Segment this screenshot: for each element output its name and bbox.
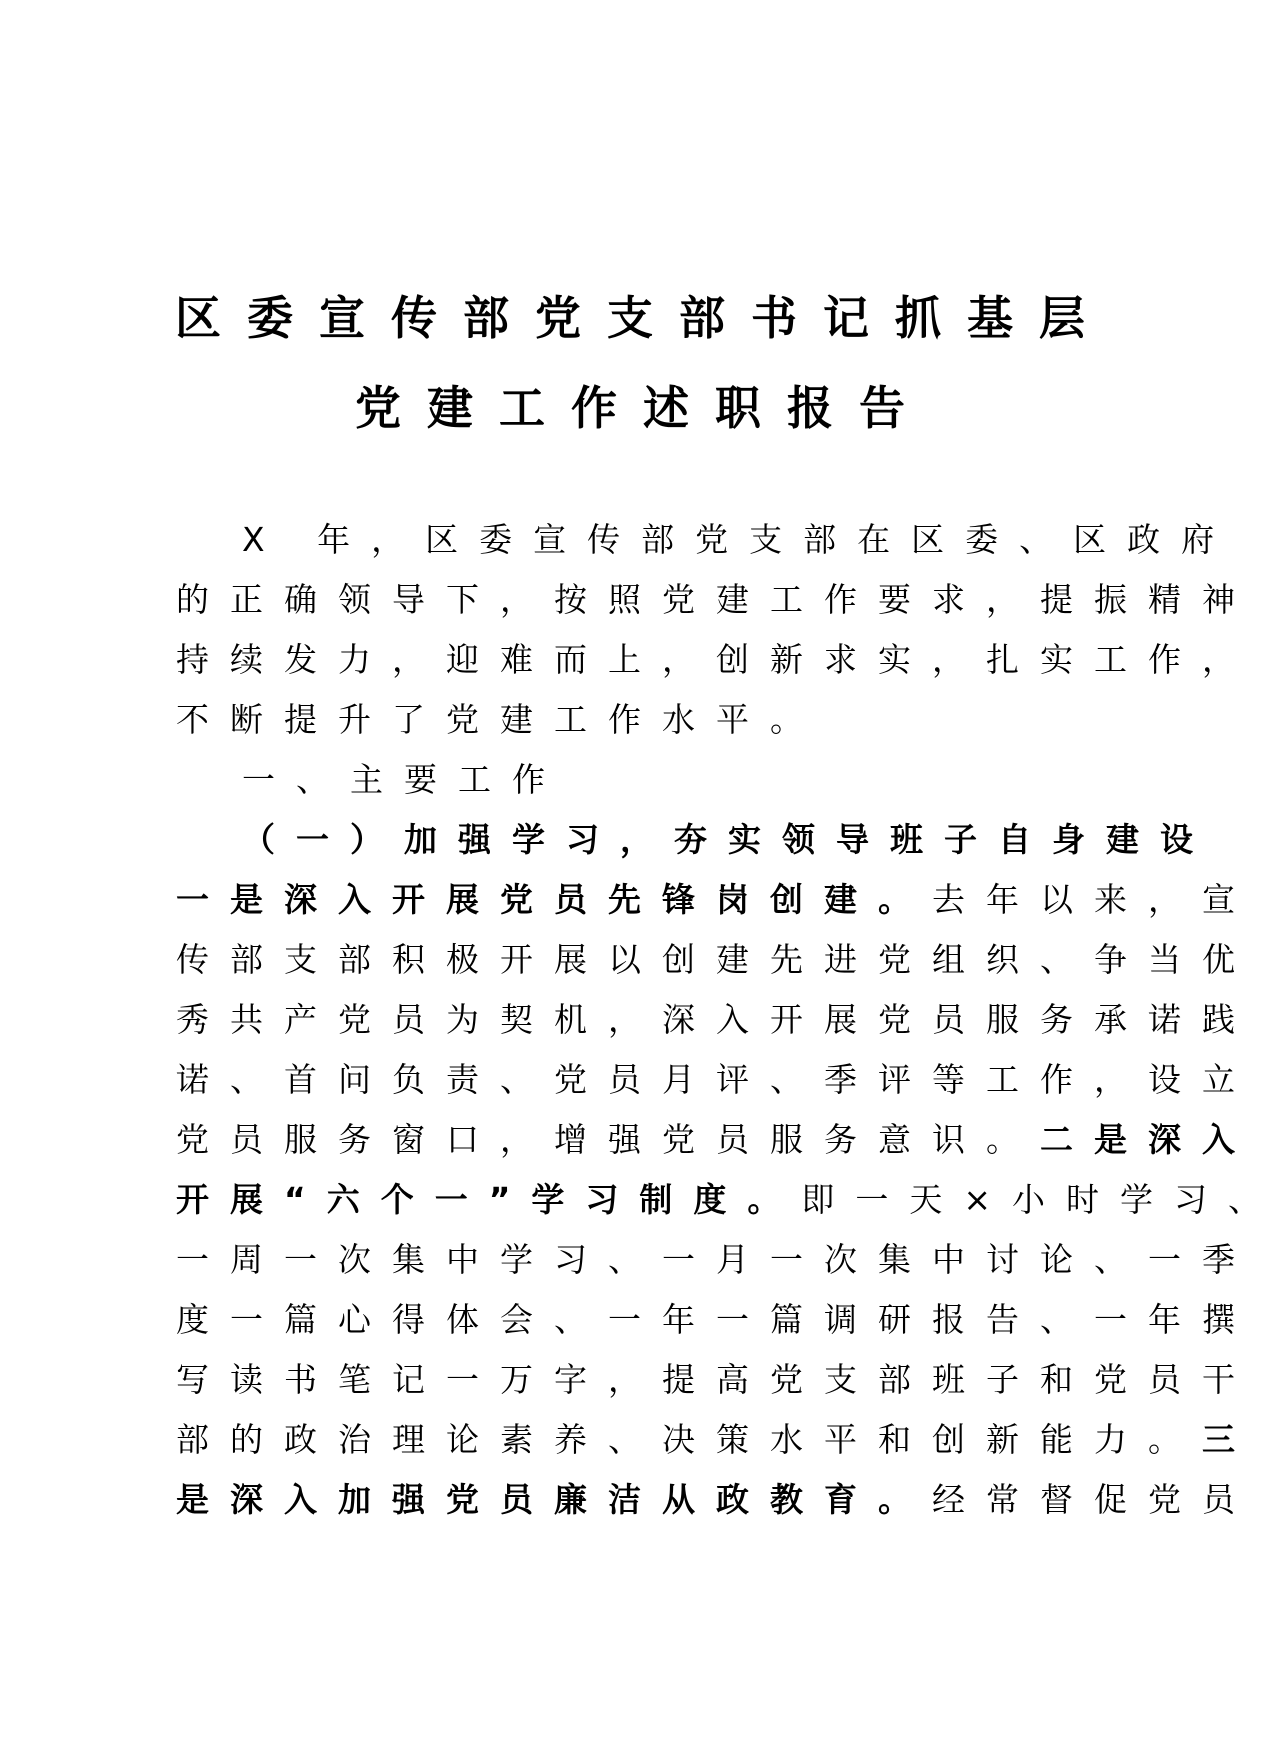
text-segment: X 年，区委宣传部党支部在区委、区政府 xyxy=(242,520,1236,559)
paragraph-line xyxy=(176,990,1256,1050)
text-segment: 党员服务窗口，增强党员服务意识。 xyxy=(176,1120,1040,1159)
text-segment: 即一天×小时学习、 xyxy=(801,1180,1282,1219)
paragraph-line xyxy=(176,870,1256,930)
text-segment: 持续发力，迎难而上，创新求实，扎实工作， xyxy=(176,640,1256,679)
text-segment: 不断提升了党建工作水平。 xyxy=(176,700,824,739)
text-segment: 传部支部积极开展以创建先进党组织、争当优 xyxy=(176,940,1256,979)
paragraph-line xyxy=(176,1470,1256,1530)
text-segment: 一周一次集中学习、一月一次集中讨论、一季 xyxy=(176,1240,1256,1279)
bold-text-segment: （一）加强学习，夯实领导班子自身建设 xyxy=(242,820,1214,859)
text-segment: 的正确领导下，按照党建工作要求，提振精神 xyxy=(176,580,1256,619)
paragraph-line xyxy=(176,510,1236,570)
text-segment: 部的政治理论素养、决策水平和创新能力。 xyxy=(176,1420,1202,1459)
paragraph-line xyxy=(176,690,1076,750)
paragraph-line xyxy=(176,570,1256,630)
paragraph-line xyxy=(176,1350,1256,1410)
text-segment: 经常督促党员 xyxy=(932,1480,1256,1519)
bold-text-segment: 是深入加强党员廉洁从政教育。 xyxy=(176,1480,932,1519)
text-segment: 一、主要工作 xyxy=(242,760,566,799)
text-segment: 去年以来，宣 xyxy=(932,880,1256,919)
document-title-line-2: 党建工作述职报告 xyxy=(355,381,931,435)
paragraph-line xyxy=(176,1410,1256,1470)
paragraph-line xyxy=(176,750,1076,810)
paragraph-line xyxy=(176,810,1214,870)
bold-text-segment: 二是深入 xyxy=(1040,1120,1256,1159)
paragraph-line xyxy=(176,1290,1256,1350)
text-segment: 秀共产党员为契机，深入开展党员服务承诺践 xyxy=(176,1000,1256,1039)
document-body xyxy=(176,510,1282,1530)
paragraph-line xyxy=(176,1110,1256,1170)
text-segment: 写读书笔记一万字，提高党支部班子和党员干 xyxy=(176,1360,1256,1399)
paragraph-line xyxy=(176,930,1256,990)
paragraph-line xyxy=(176,1170,1282,1230)
bold-text-segment: 一是深入开展党员先锋岗创建。 xyxy=(176,880,932,919)
paragraph-line xyxy=(176,1230,1256,1290)
text-segment: 度一篇心得体会、一年一篇调研报告、一年撰 xyxy=(176,1300,1256,1339)
paragraph-line xyxy=(176,630,1256,690)
text-segment: 诺、首问负责、党员月评、季评等工作，设立 xyxy=(176,1060,1256,1099)
document-title-line-1: 区委宣传部党支部书记抓基层 xyxy=(175,291,1111,345)
bold-text-segment: 三 xyxy=(1202,1420,1256,1459)
paragraph-line xyxy=(176,1050,1256,1110)
bold-text-segment: 开展“六个一”学习制度。 xyxy=(176,1180,802,1219)
